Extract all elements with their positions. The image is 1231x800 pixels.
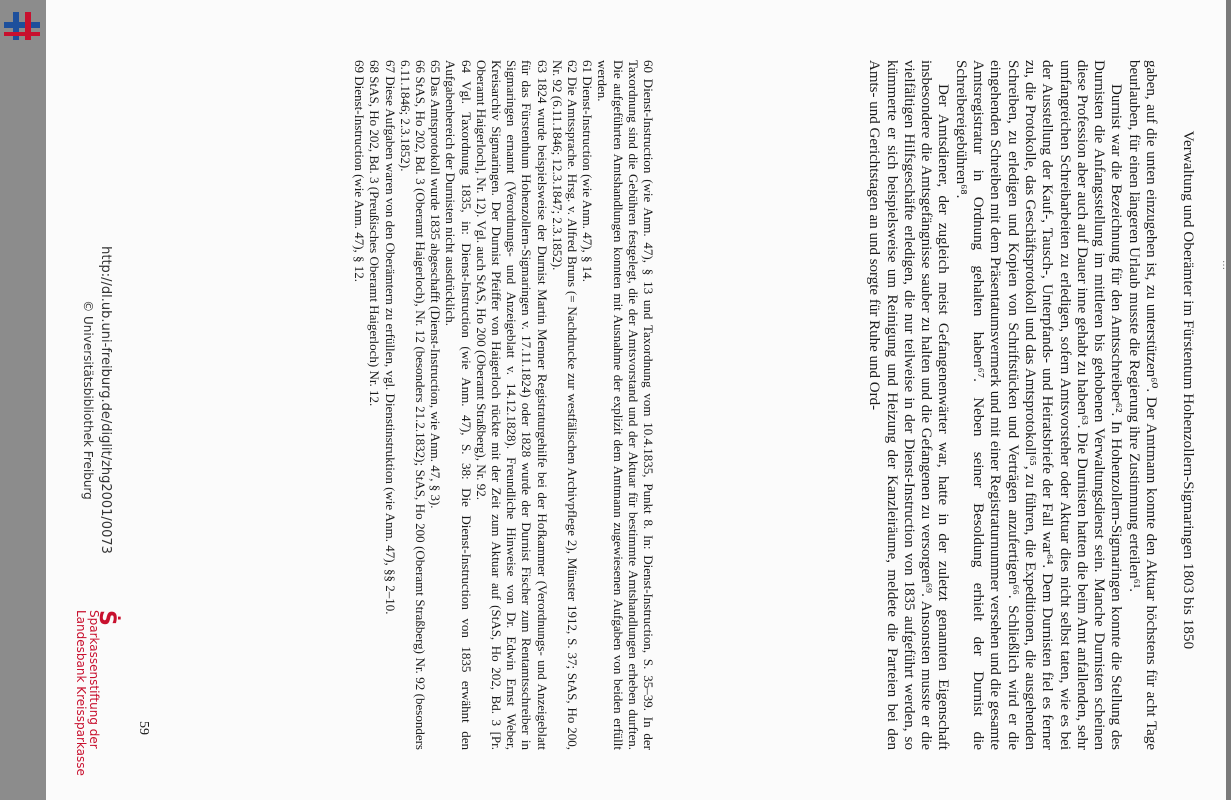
footnote: 60 Dienst-Instruction (wie Anm. 47), § 13 und Taxordnung vom 10.4.1835, Punkt 8. In: Dienst-Instruction, S. 35–39. In der Taxordnung sind die Gebühren festgelegt, die der Amtsvorstand und der Aktuar für bestimmte Amtshandlungen erheben durften. Die aufgeführten Amtshandlungen konnten mit Ausnahme der explizit dem Amtmann zugewiesenen Aufgaben von beiden erfüllt werden. (595, 60, 656, 750)
scanned-page (46, 0, 1231, 800)
footnote: 62 Die Amtssprache. Hrsg. v. Alfred Bruns (= Nachdrucke zur westfälischen Archivpflege 2), Münster 1912, S. 37; StAS, Ho 200, Nr. 92 (6.11.1846; 12.3.1847; 2.3.1852). (549, 60, 580, 750)
body-text (865, 60, 1159, 750)
page-content-rotated (74, 0, 1231, 780)
paragraph: Durnist war die Bezeichnung für den Amtsschreiber⁶². In Hohenzollern-Sigmaringen konnte die Stellung des Durnisten die Anfangsstellung im mittleren bis gehobenen Verwaltungsdienst sein. Manche Durnisten scheinen diese Profession aber auch auf Dauer inne gehabt zu haben⁶³. Die Durnisten hatten die beim Amt anfallenden, sehr umfangreichen Schreibarbeiten zu erledigen, sofern Amtsvorsteher oder Aktuar dies nicht selbst taten, wie es bei der Ausstellung der Kauf-, Tausch-, Unterpfands- und Heiratsbriefe der Fall war⁶⁴. Dem Durnisten fiel es ferner zu, die Protokolle, das Geschäftsprotokoll und das Amtsprotokoll⁶⁵, zu führen, die Expeditionen, die ausgehenden Schreiben, zu erledigen und Kopien von Schriftstücken und Verträgen anzufertigen⁶⁶. Schließlich wird er die eingehenden Schreiben mit dem Präsentatumsvermerk und mit einer Registraturnummer versehen und die gesamte Amtsregistratur in Ordnung gehalten haben⁶⁷. Neben seiner Besoldung erhielt der Durnist die Schreibereigebühren⁶⁸. (952, 60, 1125, 750)
top-cut-text: … (1220, 260, 1231, 270)
footnote: 67 Diese Aufgaben waren von den Oberämtern zu erfüllen, vgl. Dienstinstruktion (wie Anm. 47), §§ 2–10. (382, 60, 398, 615)
university-library-logo-icon[interactable] (0, 8, 46, 68)
sponsor-logo (74, 610, 119, 790)
running-head: Verwaltung und Oberämter im Fürstentum Hohenzollern-Sigmaringen 1803 bis 1850 (1180, 130, 1196, 650)
copyright-notice: © Universitätsbibliothek Freiburg (81, 300, 95, 500)
viewer-sidebar (0, 0, 46, 800)
paragraph: gaben, auf die unten einzugehen ist, zu unterstützen⁶⁰. Der Amtmann konnte den Aktuar höchstens für acht Tage beurlauben, für einen längeren Urlaub musste die Regierung ihre Zustimmung erteilen⁶¹. (1125, 60, 1159, 750)
footnote: 61 Dienst-Instruction (wie Anm. 47), § 14. (580, 60, 596, 283)
footnote: 66 StAS, Ho 202, Bd. 3 (Oberamt Haigerloch), Nr. 12 (besonders 21.2.1832); StAS, Ho 200 (Oberamt Straßberg) Nr. 92 (besonders 6.11.1846; 2.3.1852). (397, 60, 428, 750)
sponsor-line-2: Landesbank Kreissparkasse (74, 610, 88, 776)
footnote: 69 Dienst-Instruction (wie Anm. 47), § 12. (352, 60, 368, 283)
footnote: 68 StAS, Ho 202, Bd. 3 (Preußisches Oberamt Haigerloch) Nr. 12. (367, 60, 383, 407)
sparkasse-s-icon: Ṡ (94, 610, 119, 626)
footnotes (352, 60, 656, 750)
sponsor-line-1: Sparkassenstiftung der (87, 610, 101, 749)
footnote: 64 Vgl. Taxordnung 1835, in: Dienst-Instruction (wie Anm. 47), S. 38: Die Dienst-Instruction von 1835 erwähnt den Aufgabenbereich der Durnisten nicht ausdrücklich. (443, 60, 474, 750)
footnote: 65 Das Amtsprotokoll wurde 1835 abgeschafft (Dienst-Instruction, wie Anm. 47, § 3). (428, 60, 444, 509)
paragraph: Der Amtsdiener, der zugleich meist Gefangenenwärter war, hatte in der zuletzt genannten Eigenschaft insbesondere die Amtsgefängnisse sauber zu halten und die Gefangenen zu versorgen⁶⁹. Ansonsten musste er die vielfältigen Hilfsgeschäfte erledigen, die nur teilweise in der Dienst-Instruction von 1835 aufgeführt werden, so kümmerte er sich beispielsweise um Reinigung und Heizung der Kanzleiräume, meldete die Parteien bei den Amts- und Gerichtstagen an und sorgte für Ruhe und Ord- (866, 60, 952, 750)
page-number: 59 (136, 721, 151, 735)
sponsor-text (74, 610, 100, 776)
footnote: 63 1824 wurde beispielsweise der Durnist Martin Menner Registraturgehilfe bei der Hofkammer (Verordnungs- und Anzeigeblatt für das Fürstenthum Hohenzollern-Sigmaringen v. 17.11.1824) oder 1828 wurde der Durnist Fischer zum Rentamtsschreiber in Sigmaringen ernannt (Verordnungs- und Anzeigeblatt v. 14.12.1828). Freundliche Hinweise von Dr. Edwin Ernst Weber, Kreisarchiv Sigmaringen. Der Durnist Pfeiffer von Haigerloch rückte mit der Zeit zum Aktuar auf (StAS, Ho 202, Bd. 3 [Pr. Oberamt Haigerloch], Nr. 12). Vgl. auch StAS, Ho 200 (Oberamt Straßberg), Nr. 92. (473, 60, 550, 750)
permalink-url[interactable]: http://dl.ub.uni-freiburg.de/diglit/zhg2001/0073 (98, 246, 113, 554)
